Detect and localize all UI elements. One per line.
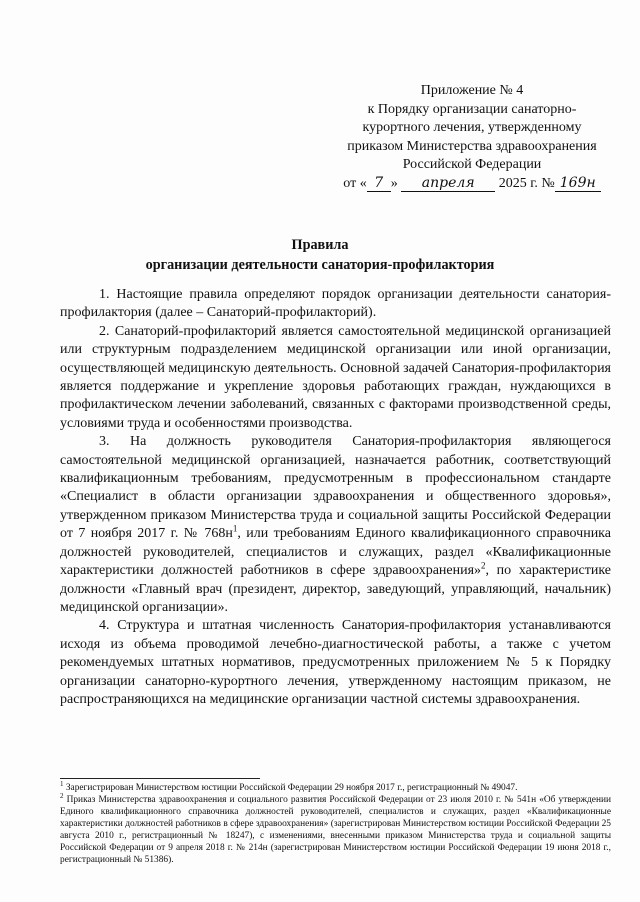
appendix-line: к Порядку организации санаторно- <box>367 101 577 117</box>
handwritten-month: апреля <box>401 175 495 192</box>
footnote-divider <box>60 778 260 779</box>
footnote-ref-1: 1 <box>232 523 238 534</box>
footnote-1-text: Зарегистрирован Министерством юстиции Российской Федерации 29 ноября 2017 г., регистрационный № 49047. <box>63 783 518 793</box>
footnote-2-text: Приказ Министерства здравоохранения и социального развития Российской Федерации от 23 июля 2010 г. № 541н «Об утверждении Единого квалификационного справочника должностей руководителей, специалистов и служащих, раздел «Квалификационные характеристики должностей работников в сфере здравоохранения» (зарегистрирован Министерством юстиции Российской Федерации 25 августа 2010 г., регистрационный № 18247), с изменениями, внесенными приказом Министерства труда и социальной защиты Российской Федерации от 9 апреля 2018 г. № 214н (зарегистрирован Министерством юстиции Российской Федерации 19 июня 2018 г., регистрационный № 51386). <box>60 795 611 865</box>
date-separator: » <box>390 175 398 191</box>
handwritten-order-number: 169н <box>555 175 601 192</box>
paragraph-3-text: , по характеристике должности «Главный врач (президент, директор, заведующий, управляющий, начальник) медицинской организации». <box>60 563 611 615</box>
footnote-mark-2: 2 <box>60 791 64 800</box>
paragraph-3-text: , или требованиям Единого квалификационного справочника должностей руководителей, специалистов и служащих, раздел «Квалификационные характеристики должностей работников в сфере здравоохранения» <box>60 526 611 579</box>
paragraph-3 <box>60 433 611 617</box>
paragraph-4: 4. Структура и штатная численность Санатория-профилактория устанавливаются исходя из объема проводимой лечебно-диагностической работы, а также с учетом рекомендуемых штатных нормативов, предусмотренных приложением № 5 к Порядку организации санаторно-курортного лечения, утвержденному настоящим приказом, не распространяющихся на медицинские организации частной системы здравоохранения. <box>60 618 611 707</box>
footnotes <box>60 779 611 866</box>
paragraph-3-text: 3. На должность руководителя Санатория-профилактория являющегося самостоятельной медицинской организацией, назначается работник, соответствующий квалификационным требованиям, предусмотренным в профессиональном стандарте «Специалист в области организации здравоохранения и общественного здоровья», утвержденном приказом Министерства труда и социальной защиты Российской Федерации от 7 ноября 2017 г. № 768н <box>60 434 611 542</box>
paragraph-1: 1. Настоящие правила определяют порядок организации деятельности санатория-профилактория (далее – Санаторий-профилакторий). <box>60 287 611 321</box>
footnote-2 <box>60 791 611 866</box>
order-date-line <box>322 175 622 194</box>
date-year: 2025 г. № <box>498 175 555 191</box>
appendix-line: курортного лечения, утвержденному <box>362 120 582 136</box>
appendix-header <box>322 82 622 194</box>
document-title: Правила <box>291 237 349 253</box>
footnote-ref-2: 2 <box>481 560 486 571</box>
appendix-line: Российской Федерации <box>402 157 542 173</box>
document-subtitle: организации деятельности санатория-профилактория <box>145 257 495 273</box>
handwritten-day: 7 <box>367 175 391 192</box>
footnote-mark-1: 1 <box>60 779 64 788</box>
footnote-1 <box>60 779 611 794</box>
date-prefix: от « <box>343 175 367 191</box>
paragraph-2: 2. Санаторий-профилакторий является самостоятельной медицинской организацией или структурным подразделением медицинской организации или иной организации, осуществляющей медицинскую деятельность. Основной задачей Санатория-профилактория является поддержание и укрепление здоровья работающих граждан, нуждающихся в профилактическом лечении заболеваний, связанных с факторами производственной среды, условиями труда и особенностями производства. <box>60 323 611 431</box>
appendix-number: Приложение № 4 <box>420 83 524 98</box>
document-body <box>60 286 611 709</box>
appendix-line: приказом Министерства здравоохранения <box>347 138 597 154</box>
